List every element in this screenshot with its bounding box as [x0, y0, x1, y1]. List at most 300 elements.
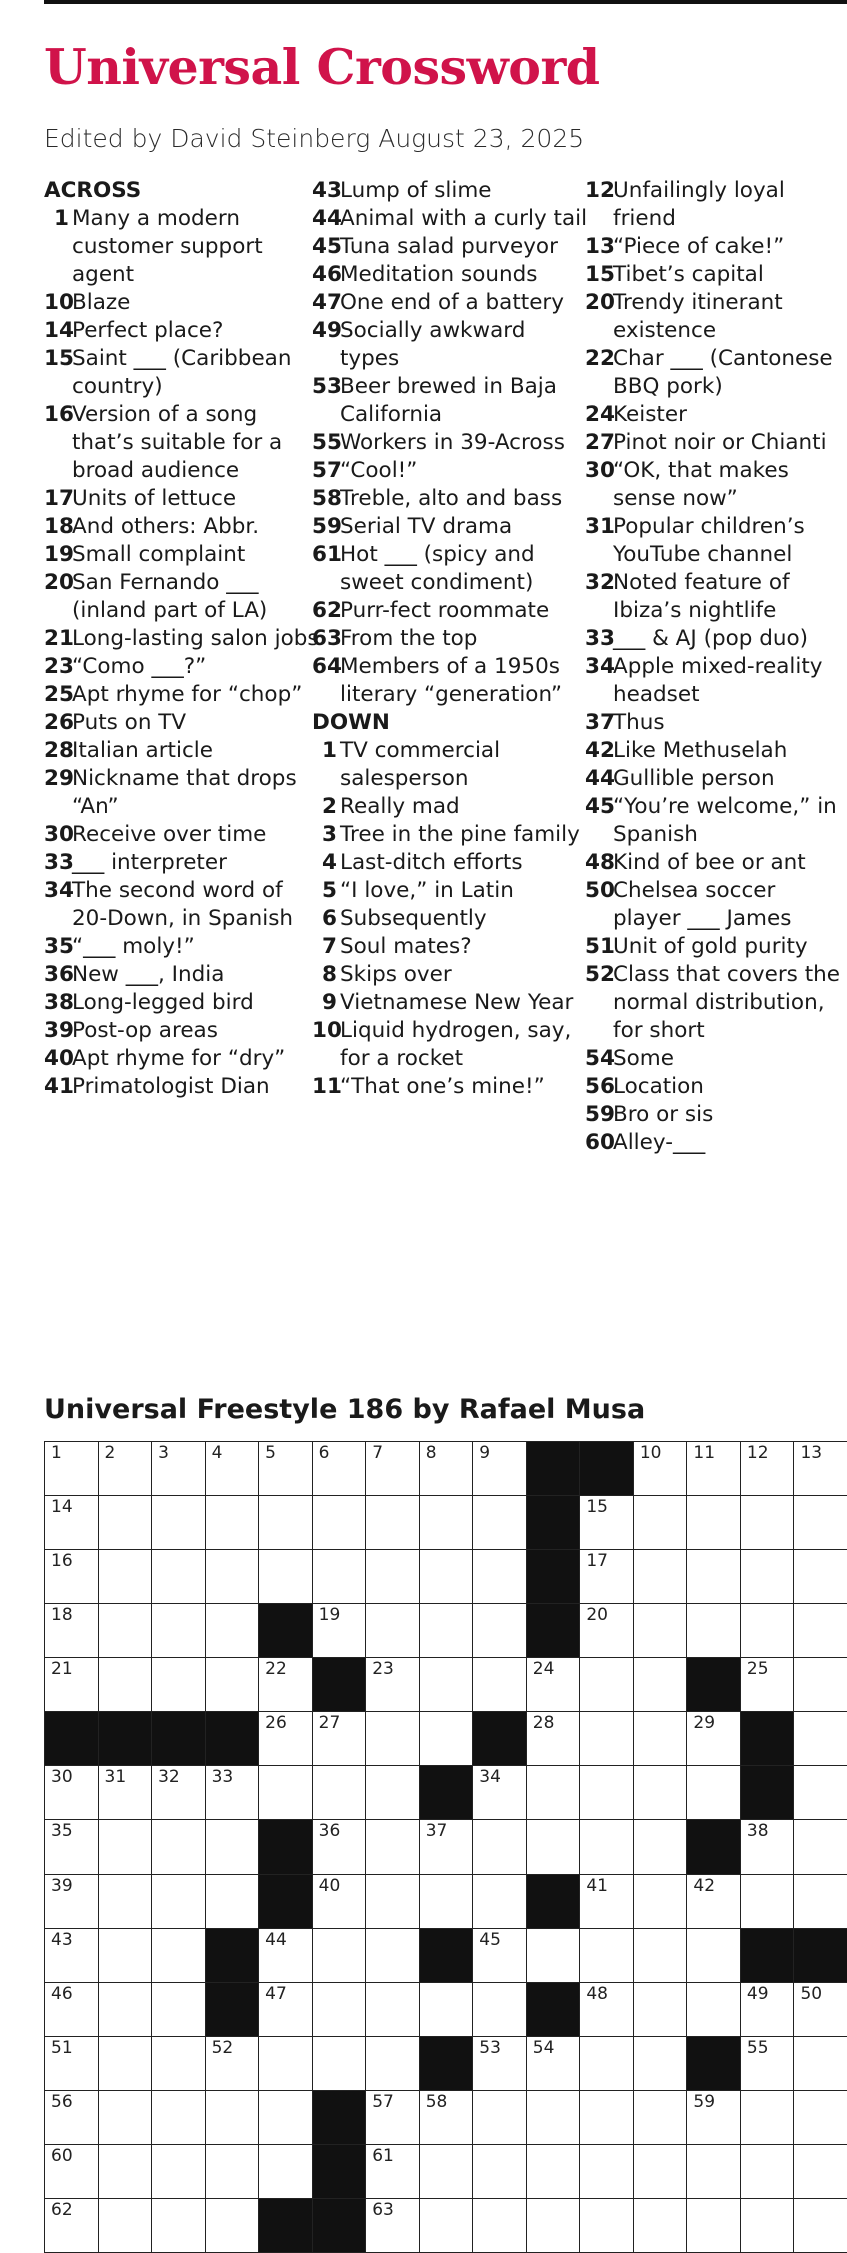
grid-cell[interactable]: [526, 2144, 581, 2200]
clue-number: 51: [585, 934, 615, 959]
grid-cell[interactable]: [258, 2036, 313, 2092]
grid-cell[interactable]: [686, 1765, 741, 1821]
grid-cell[interactable]: [365, 1549, 420, 1605]
grid-cell[interactable]: [793, 1549, 847, 1605]
clue-text: “OK, that makes sense now”: [613, 458, 789, 511]
down-clue: [585, 709, 845, 737]
clue-number: 53: [312, 374, 342, 399]
grid-cell[interactable]: [98, 1982, 153, 2038]
clue-text: Treble, alto and bass: [340, 486, 563, 511]
grid-cell[interactable]: [258, 2090, 313, 2146]
grid-cell[interactable]: [740, 1441, 795, 1497]
grid-cell[interactable]: [205, 1441, 260, 1497]
across-clue: [44, 1073, 320, 1101]
grid-cell[interactable]: [419, 1549, 474, 1605]
grid-cell[interactable]: [151, 1495, 206, 1551]
grid-cell[interactable]: [793, 1982, 847, 2038]
grid-cell[interactable]: [740, 1603, 795, 1659]
grid-cell[interactable]: [579, 2198, 634, 2253]
clue-number: 11: [312, 1074, 342, 1099]
grid-cell[interactable]: [365, 1657, 420, 1713]
grid-cell[interactable]: [98, 1495, 153, 1551]
grid-cell[interactable]: [44, 1441, 99, 1497]
clue-number: 26: [44, 710, 74, 735]
grid-cell[interactable]: [205, 1657, 260, 1713]
clue-text: Last-ditch efforts: [340, 850, 523, 875]
grid-cell[interactable]: [205, 2144, 260, 2200]
clue-text: Long-legged bird: [72, 990, 254, 1015]
down-clue: [312, 1017, 588, 1073]
grid-cell[interactable]: [579, 1657, 634, 1713]
grid-cell[interactable]: [686, 1874, 741, 1930]
grid-cell[interactable]: [419, 1441, 474, 1497]
clue-text: Perfect place?: [72, 318, 224, 343]
grid-cell[interactable]: [579, 2036, 634, 2092]
grid-cell[interactable]: [686, 1495, 741, 1551]
grid-cell[interactable]: [419, 2198, 474, 2253]
grid-cell[interactable]: [98, 1441, 153, 1497]
clue-number: 43: [312, 178, 342, 203]
grid-cell[interactable]: [365, 2144, 420, 2200]
grid-cell[interactable]: [633, 1982, 688, 2038]
cell-number: 13: [800, 1443, 823, 1463]
grid-cell[interactable]: [633, 1874, 688, 1930]
clue-text: Meditation sounds: [340, 262, 538, 287]
across-clue: [44, 989, 320, 1017]
grid-cell[interactable]: [419, 1495, 474, 1551]
grid-cell[interactable]: [312, 1982, 367, 2038]
grid-cell[interactable]: [98, 1603, 153, 1659]
cell-number: 29: [693, 1713, 716, 1734]
cell-number: 43: [51, 1929, 73, 1950]
grid-cell[interactable]: [472, 1819, 527, 1875]
grid-cell[interactable]: [365, 1765, 420, 1821]
grid-cell[interactable]: [98, 1657, 153, 1713]
grid-cell[interactable]: [419, 1874, 474, 1930]
clue-text: Puts on TV: [72, 710, 187, 735]
grid-cell[interactable]: [98, 2036, 153, 2092]
grid-cell[interactable]: [205, 2198, 260, 2253]
grid-cell[interactable]: [686, 2144, 741, 2200]
clue-text: Many a modern customer support agent: [72, 206, 263, 287]
cell-number: 11: [693, 1443, 716, 1463]
grid-cell[interactable]: [633, 1819, 688, 1875]
grid-cell[interactable]: [312, 1819, 367, 1875]
grid-cell[interactable]: [419, 1711, 474, 1767]
grid-cell[interactable]: [258, 1495, 313, 1551]
grid-cell[interactable]: [98, 1819, 153, 1875]
grid-cell[interactable]: [793, 1765, 847, 1821]
grid-cell[interactable]: [579, 1765, 634, 1821]
cell-number: 26: [265, 1713, 287, 1734]
clue-number: 17: [44, 486, 74, 511]
grid-cell[interactable]: [365, 2198, 420, 2253]
clue-number: 7: [322, 934, 337, 959]
across-clue: [44, 765, 320, 821]
grid-cell[interactable]: [579, 1928, 634, 1984]
clue-number: 40: [44, 1046, 74, 1071]
grid-cell[interactable]: [472, 1549, 527, 1605]
grid-cell[interactable]: [686, 2090, 741, 2146]
grid-cell[interactable]: [526, 1819, 581, 1875]
cell-number: 10: [639, 1443, 662, 1463]
grid-cell[interactable]: [419, 1603, 474, 1659]
grid-cell[interactable]: [526, 1928, 581, 1984]
grid-block: [205, 1928, 260, 1984]
page-title: Universal Crossword: [44, 38, 600, 96]
grid-cell[interactable]: [365, 2036, 420, 2092]
grid-cell[interactable]: [633, 2144, 688, 2200]
grid-cell[interactable]: [740, 2090, 795, 2146]
grid-cell[interactable]: [633, 1495, 688, 1551]
grid-cell[interactable]: [686, 1982, 741, 2038]
grid-cell[interactable]: [472, 1982, 527, 2038]
grid-cell[interactable]: [579, 1819, 634, 1875]
grid-cell[interactable]: [44, 1982, 99, 2038]
clue-number: 20: [44, 570, 74, 595]
grid-cell[interactable]: [472, 1603, 527, 1659]
clue-text: Tree in the pine family: [340, 822, 580, 847]
cell-number: 15: [586, 1497, 608, 1518]
grid-cell[interactable]: [633, 1928, 688, 1984]
clue-text: Nickname that drops “An”: [72, 766, 297, 819]
grid-cell[interactable]: [793, 1874, 847, 1930]
grid-cell[interactable]: [472, 2036, 527, 2092]
cell-number: 60: [51, 2145, 73, 2166]
grid-cell[interactable]: [633, 2090, 688, 2146]
grid-cell[interactable]: [98, 2090, 153, 2146]
grid-cell[interactable]: [98, 1874, 153, 1930]
grid-cell[interactable]: [793, 2144, 847, 2200]
cell-number: 19: [318, 1605, 341, 1626]
clue-number: 57: [312, 458, 342, 483]
grid-cell[interactable]: [44, 1603, 99, 1659]
grid-cell[interactable]: [633, 2036, 688, 2092]
cell-number: 2: [104, 1443, 116, 1463]
clue-text: Hot ___ (spicy and sweet condiment): [340, 542, 535, 595]
grid-cell[interactable]: [740, 2144, 795, 2200]
grid-cell[interactable]: [151, 2090, 206, 2146]
grid-cell[interactable]: [312, 1603, 367, 1659]
grid-cell[interactable]: [205, 1765, 260, 1821]
clue-text: “Cool!”: [340, 458, 418, 483]
grid-cell[interactable]: [740, 1819, 795, 1875]
cell-number: 32: [158, 1767, 180, 1788]
grid-cell[interactable]: [44, 1765, 99, 1821]
grid-cell[interactable]: [44, 1819, 99, 1875]
grid-cell[interactable]: [686, 1928, 741, 1984]
cell-number: 57: [372, 2091, 394, 2112]
grid-cell[interactable]: [151, 2036, 206, 2092]
grid-cell[interactable]: [205, 1603, 260, 1659]
across-clue: [44, 541, 320, 569]
grid-cell[interactable]: [205, 1819, 260, 1875]
grid-cell[interactable]: [151, 1819, 206, 1875]
clue-number: 54: [585, 1046, 615, 1071]
grid-cell[interactable]: [44, 2198, 99, 2253]
grid-cell[interactable]: [44, 1928, 99, 1984]
grid-cell[interactable]: [740, 1495, 795, 1551]
grid-block: [526, 1982, 581, 2038]
grid-block: [526, 1603, 581, 1659]
grid-cell[interactable]: [44, 2036, 99, 2092]
grid-cell[interactable]: [686, 1441, 741, 1497]
grid-cell[interactable]: [686, 1711, 741, 1767]
grid-cell[interactable]: [472, 1657, 527, 1713]
grid-cell[interactable]: [526, 1657, 581, 1713]
grid-cell[interactable]: [793, 1657, 847, 1713]
grid-cell[interactable]: [793, 1441, 847, 1497]
clue-number: 45: [585, 794, 615, 819]
clue-number: 59: [585, 1102, 615, 1127]
grid-cell[interactable]: [793, 2090, 847, 2146]
across-clue: [312, 373, 588, 429]
grid-cell[interactable]: [633, 1657, 688, 1713]
grid-cell[interactable]: [44, 1549, 99, 1605]
cell-number: 6: [318, 1443, 330, 1463]
grid-cell[interactable]: [472, 2198, 527, 2253]
grid-cell[interactable]: [205, 1495, 260, 1551]
clue-number: 55: [312, 430, 342, 455]
grid-cell[interactable]: [740, 1982, 795, 2038]
clue-text: Post-op areas: [72, 1018, 218, 1043]
grid-cell[interactable]: [472, 2144, 527, 2200]
down-clue: [585, 569, 845, 625]
clue-text: Saint ___ (Caribbean country): [72, 346, 292, 399]
grid-cell[interactable]: [740, 1549, 795, 1605]
grid-cell[interactable]: [472, 1441, 527, 1497]
grid-block: [472, 1711, 527, 1767]
grid-cell[interactable]: [258, 1982, 313, 2038]
grid-cell[interactable]: [258, 1765, 313, 1821]
grid-cell[interactable]: [472, 1928, 527, 1984]
clue-text: Lump of slime: [340, 178, 492, 203]
grid-cell[interactable]: [205, 1874, 260, 1930]
grid-cell[interactable]: [579, 1711, 634, 1767]
grid-cell[interactable]: [686, 1549, 741, 1605]
grid-cell[interactable]: [205, 2036, 260, 2092]
grid-cell[interactable]: [365, 1928, 420, 1984]
grid-cell[interactable]: [472, 1765, 527, 1821]
grid-cell[interactable]: [258, 1928, 313, 1984]
grid-cell[interactable]: [365, 1603, 420, 1659]
clue-number: 18: [44, 514, 74, 539]
clue-number: 31: [585, 514, 615, 539]
grid-cell[interactable]: [151, 1765, 206, 1821]
grid-cell[interactable]: [526, 2036, 581, 2092]
across-clue: [312, 429, 588, 457]
grid-cell[interactable]: [151, 1657, 206, 1713]
grid-cell[interactable]: [633, 1603, 688, 1659]
grid-cell[interactable]: [151, 1441, 206, 1497]
grid-cell[interactable]: [151, 1549, 206, 1605]
grid-cell[interactable]: [312, 1495, 367, 1551]
clue-text: Kind of bee or ant: [613, 850, 806, 875]
across-clue: [312, 485, 588, 513]
grid-cell[interactable]: [472, 1874, 527, 1930]
grid-cell[interactable]: [686, 2198, 741, 2253]
cell-number: 33: [211, 1767, 234, 1788]
cell-number: 51: [51, 2037, 73, 2058]
clue-text: ___ interpreter: [72, 850, 227, 875]
grid-cell[interactable]: [579, 1874, 634, 1930]
across-clue: [44, 849, 320, 877]
grid-block: [258, 1603, 313, 1659]
grid-cell[interactable]: [365, 1982, 420, 2038]
grid-block: [419, 2036, 474, 2092]
clue-number: 15: [44, 346, 74, 371]
grid-cell[interactable]: [633, 2198, 688, 2253]
grid-cell[interactable]: [740, 1874, 795, 1930]
clue-number: 49: [312, 318, 342, 343]
grid-cell[interactable]: [98, 1765, 153, 1821]
grid-cell[interactable]: [793, 1711, 847, 1767]
grid-cell[interactable]: [472, 2090, 527, 2146]
grid-cell[interactable]: [579, 2144, 634, 2200]
grid-cell[interactable]: [312, 1441, 367, 1497]
grid-cell[interactable]: [44, 2090, 99, 2146]
grid-cell[interactable]: [793, 1819, 847, 1875]
clue-text: New ___, India: [72, 962, 225, 987]
grid-cell[interactable]: [740, 2036, 795, 2092]
grid-cell[interactable]: [365, 1819, 420, 1875]
clue-text: Apt rhyme for “dry”: [72, 1046, 286, 1071]
across-clue: [44, 933, 320, 961]
grid-cell[interactable]: [98, 1928, 153, 1984]
grid-block: [205, 1982, 260, 2038]
grid-cell[interactable]: [419, 2144, 474, 2200]
clue-text: Bro or sis: [613, 1102, 714, 1127]
grid-cell[interactable]: [526, 1765, 581, 1821]
grid-cell[interactable]: [258, 1711, 313, 1767]
grid-block: [258, 1819, 313, 1875]
grid-cell[interactable]: [579, 1603, 634, 1659]
grid-cell[interactable]: [98, 2198, 153, 2253]
clue-number: 33: [585, 626, 615, 651]
clue-text: Vietnamese New Year: [340, 990, 574, 1015]
down-clue: [312, 961, 588, 989]
grid-cell[interactable]: [44, 1874, 99, 1930]
grid-cell[interactable]: [793, 1603, 847, 1659]
grid-cell[interactable]: [98, 2144, 153, 2200]
grid-cell[interactable]: [312, 1765, 367, 1821]
down-clue: [585, 737, 845, 765]
clue-number: 6: [322, 906, 337, 931]
clue-number: 25: [44, 682, 74, 707]
clue-number: 2: [322, 794, 337, 819]
grid-cell[interactable]: [312, 1711, 367, 1767]
grid-cell[interactable]: [579, 1982, 634, 2038]
grid-cell[interactable]: [98, 1549, 153, 1605]
clue-number: 20: [585, 290, 615, 315]
grid-block: [205, 1711, 260, 1767]
grid-cell[interactable]: [258, 1657, 313, 1713]
grid-cell[interactable]: [44, 1495, 99, 1551]
grid-cell[interactable]: [312, 1549, 367, 1605]
grid-cell[interactable]: [793, 2036, 847, 2092]
grid-block: [686, 2036, 741, 2092]
grid-cell[interactable]: [151, 1874, 206, 1930]
grid-cell[interactable]: [312, 2036, 367, 2092]
grid-cell[interactable]: [793, 2198, 847, 2253]
grid-cell[interactable]: [365, 1495, 420, 1551]
clue-text: Small complaint: [72, 542, 246, 567]
grid-block: [419, 1765, 474, 1821]
clue-text: Purr-fect roommate: [340, 598, 550, 623]
grid-cell[interactable]: [151, 2144, 206, 2200]
down-clue: [585, 765, 845, 793]
clue-number: 1: [54, 206, 69, 231]
grid-cell[interactable]: [579, 1495, 634, 1551]
grid-cell[interactable]: [365, 1874, 420, 1930]
grid-cell[interactable]: [633, 1549, 688, 1605]
clue-number: 41: [44, 1074, 74, 1099]
grid-cell[interactable]: [258, 1549, 313, 1605]
grid-cell[interactable]: [151, 1928, 206, 1984]
clue-text: “Piece of cake!”: [613, 234, 785, 259]
grid-cell[interactable]: [205, 2090, 260, 2146]
grid-cell[interactable]: [579, 1549, 634, 1605]
grid-cell[interactable]: [740, 1657, 795, 1713]
grid-cell[interactable]: [44, 1657, 99, 1713]
grid-cell[interactable]: [365, 2090, 420, 2146]
clue-text: Pinot noir or Chianti: [613, 430, 827, 455]
grid-cell[interactable]: [579, 2090, 634, 2146]
grid-cell[interactable]: [419, 1657, 474, 1713]
grid-cell[interactable]: [312, 1928, 367, 1984]
grid-cell[interactable]: [526, 2198, 581, 2253]
grid-cell[interactable]: [205, 1549, 260, 1605]
grid-cell[interactable]: [365, 1711, 420, 1767]
across-clue: [44, 289, 320, 317]
grid-cell[interactable]: [633, 1711, 688, 1767]
grid-cell[interactable]: [686, 1603, 741, 1659]
cell-number: 12: [746, 1443, 769, 1463]
clue-number: 38: [44, 990, 74, 1015]
grid-cell[interactable]: [472, 1495, 527, 1551]
grid-cell[interactable]: [419, 1982, 474, 2038]
grid-cell[interactable]: [793, 1495, 847, 1551]
grid-cell[interactable]: [419, 1819, 474, 1875]
clue-text: Chelsea soccer player ___ James: [613, 878, 792, 931]
grid-cell[interactable]: [633, 1765, 688, 1821]
grid-cell[interactable]: [419, 2090, 474, 2146]
cell-number: 50: [800, 1983, 823, 2004]
clue-number: 3: [322, 822, 337, 847]
across-clue: [44, 485, 320, 513]
grid-cell[interactable]: [633, 1441, 688, 1497]
across-clue: [44, 513, 320, 541]
grid-cell[interactable]: [526, 1711, 581, 1767]
down-clue: [312, 877, 588, 905]
grid-cell[interactable]: [312, 1874, 367, 1930]
clue-text: “Como ___?”: [72, 654, 207, 679]
grid-cell[interactable]: [258, 2144, 313, 2200]
down-clue: [585, 457, 845, 513]
grid-cell[interactable]: [151, 1982, 206, 2038]
grid-cell[interactable]: [151, 2198, 206, 2253]
grid-cell[interactable]: [258, 1441, 313, 1497]
cell-number: 40: [318, 1875, 341, 1896]
grid-cell[interactable]: [151, 1603, 206, 1659]
grid-cell[interactable]: [740, 2198, 795, 2253]
grid-cell[interactable]: [526, 2090, 581, 2146]
grid-cell[interactable]: [44, 2144, 99, 2200]
grid-cell[interactable]: [365, 1441, 420, 1497]
cell-number: 53: [479, 2037, 501, 2058]
cell-number: 46: [51, 1983, 73, 2004]
clue-text: And others: Abbr.: [72, 514, 260, 539]
